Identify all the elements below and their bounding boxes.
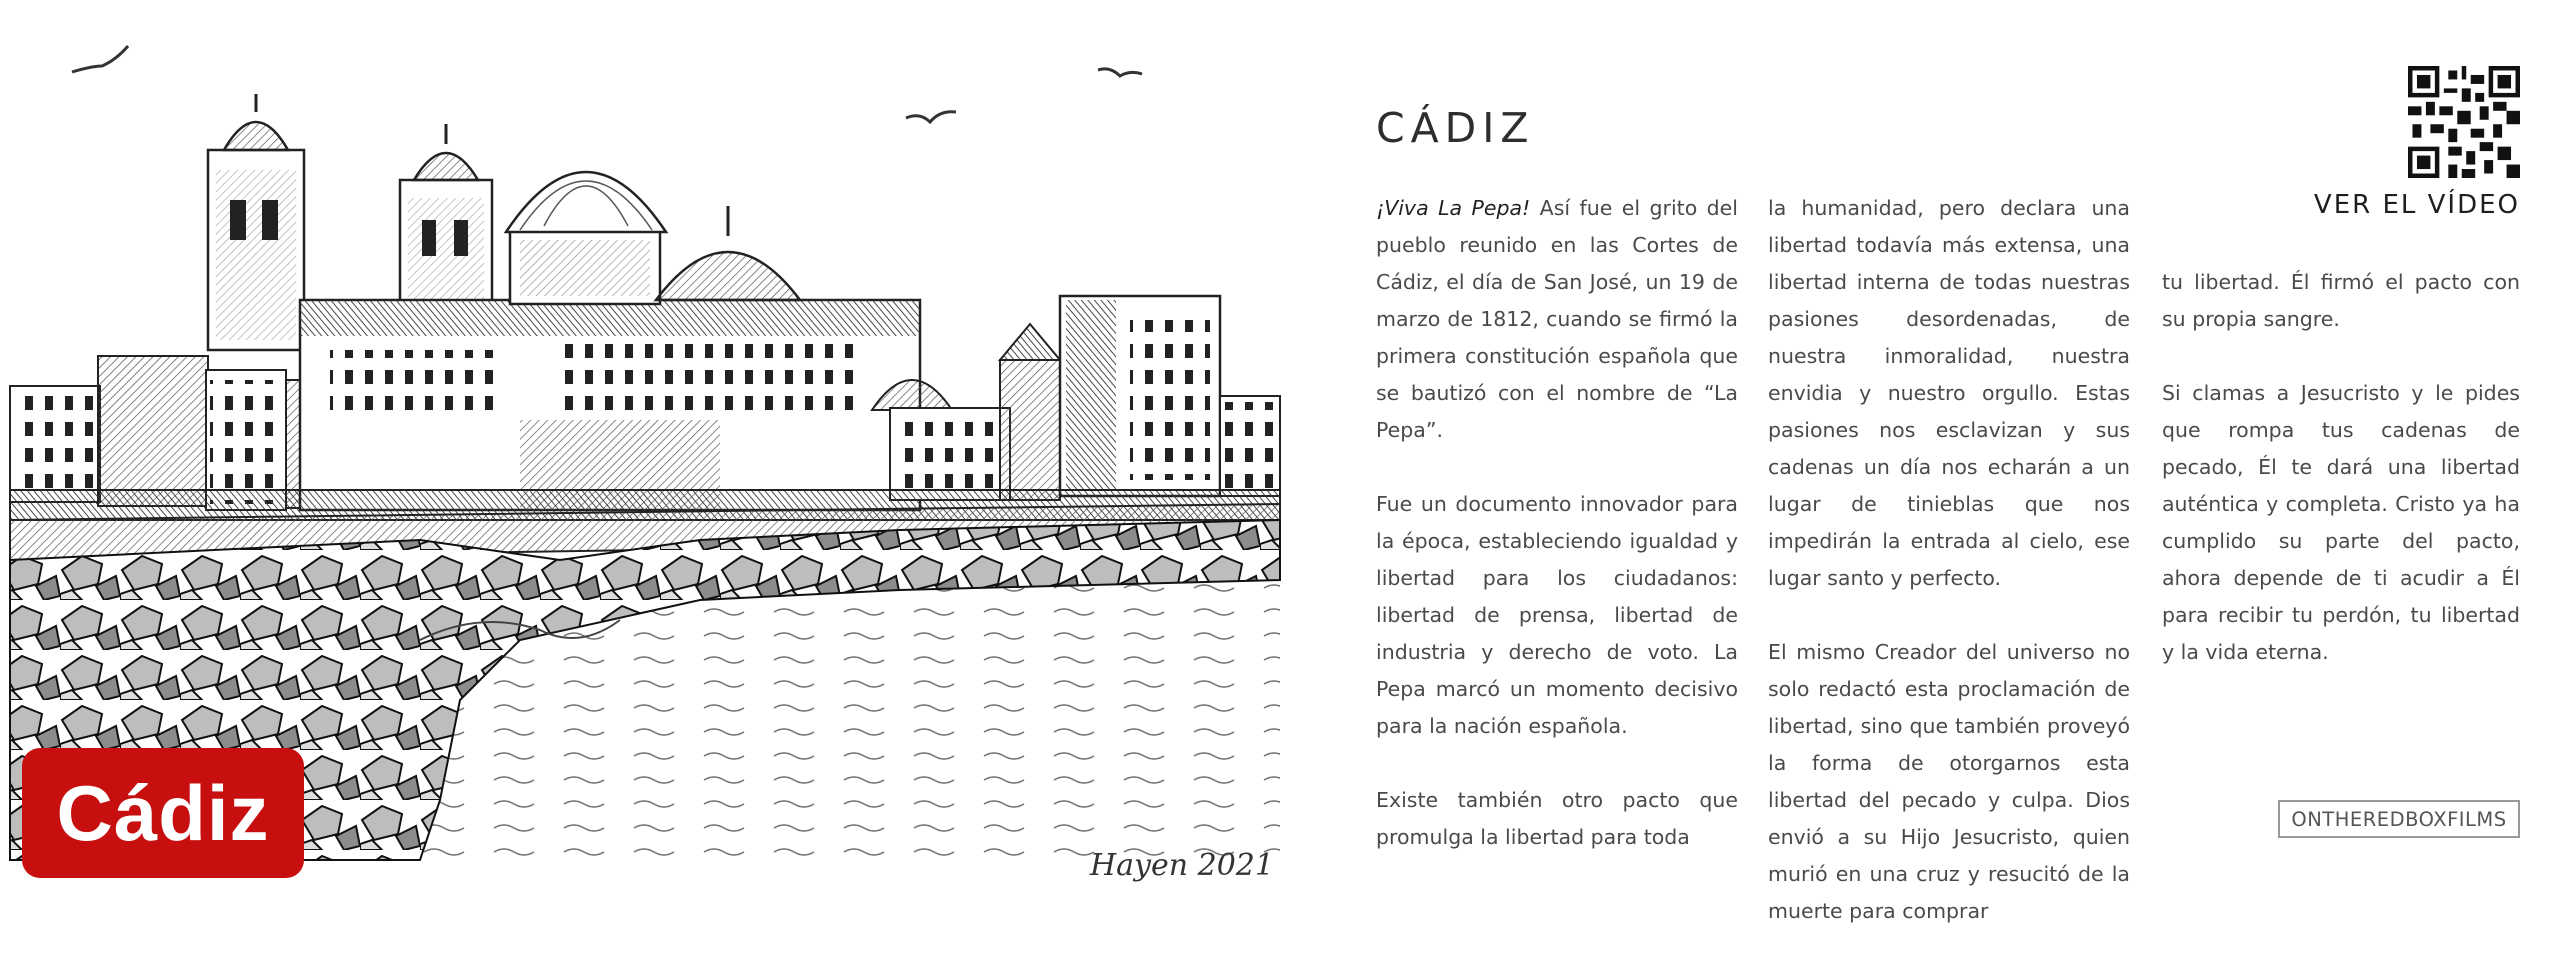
text-column-2 (1768, 190, 2130, 967)
artist-signature: Hayen 2021 (1090, 848, 1274, 883)
watch-video-link[interactable]: VER EL VÍDEO (2313, 190, 2520, 220)
text-column-1 (1376, 190, 1738, 893)
paragraph-5: Si clamas a Jesucristo y le pides que rompa tus cadenas de pecado, Él te dará una libertad auténtica y completa. Cristo ya ha cumplido su parte del pacto, ahora depende de ti acudir a Él para recibir tu perdón, tu libertad y la vida eterna. (2162, 381, 2520, 664)
lead-phrase: ¡Viva La Pepa! (1376, 196, 1531, 220)
text-column-3 (2162, 264, 2520, 708)
page-title: CÁDIZ (1376, 104, 1535, 152)
paragraph-4-start: El mismo Creador del universo no solo redactó esta proclamación de libertad, sino que también proveyó la forma de otorgarnos esta libertad del pecado y culpa. Dios envió a su Hijo Jesucristo, quien murió en una cruz y resucitó de la muerte para comprar (1768, 640, 2130, 923)
buildings-right (890, 296, 1280, 500)
paragraph-1-text: Así fue el grito del pueblo reunido en las Cortes de Cádiz, el día de San José, un 19 de marzo de 1812, cuando se firmó la primera constitución española que se bautizó con el nombre de “La Pepa”. (1376, 196, 1738, 442)
paragraph-3-start: Existe también otro pacto que promulga la libertad para toda (1376, 788, 1738, 849)
qr-code-icon[interactable] (2408, 66, 2520, 178)
brand-logo: ONTHEREDBOXFILMS (2278, 800, 2520, 838)
paragraph-4-end: tu libertad. Él firmó el pacto con su propia sangre. (2162, 270, 2520, 331)
cathedral (208, 94, 952, 510)
birds (72, 46, 1142, 122)
paragraph-2: Fue un documento innovador para la época, estableciendo igualdad y libertad para los ciudadanos: libertad de prensa, libertad de industria y derecho de voto. La Pepa marcó un momento decisivo para la nación española. (1376, 492, 1738, 738)
paragraph-1 (1376, 190, 1738, 449)
paragraph-3-end: la humanidad, pero declara una libertad todavía más extensa, una libertad interna de todas nuestras pasiones desordenadas, de nuestra inmoralidad, nuestra envidia y nuestro orgullo. Estas pasiones nos esclavizan y sus cadenas un día nos echarán a un lugar de tinieblas que nos impedirán la entrada al cielo, ese lugar santo y perfecto. (1768, 196, 2130, 590)
city-badge: Cádiz (22, 748, 304, 878)
